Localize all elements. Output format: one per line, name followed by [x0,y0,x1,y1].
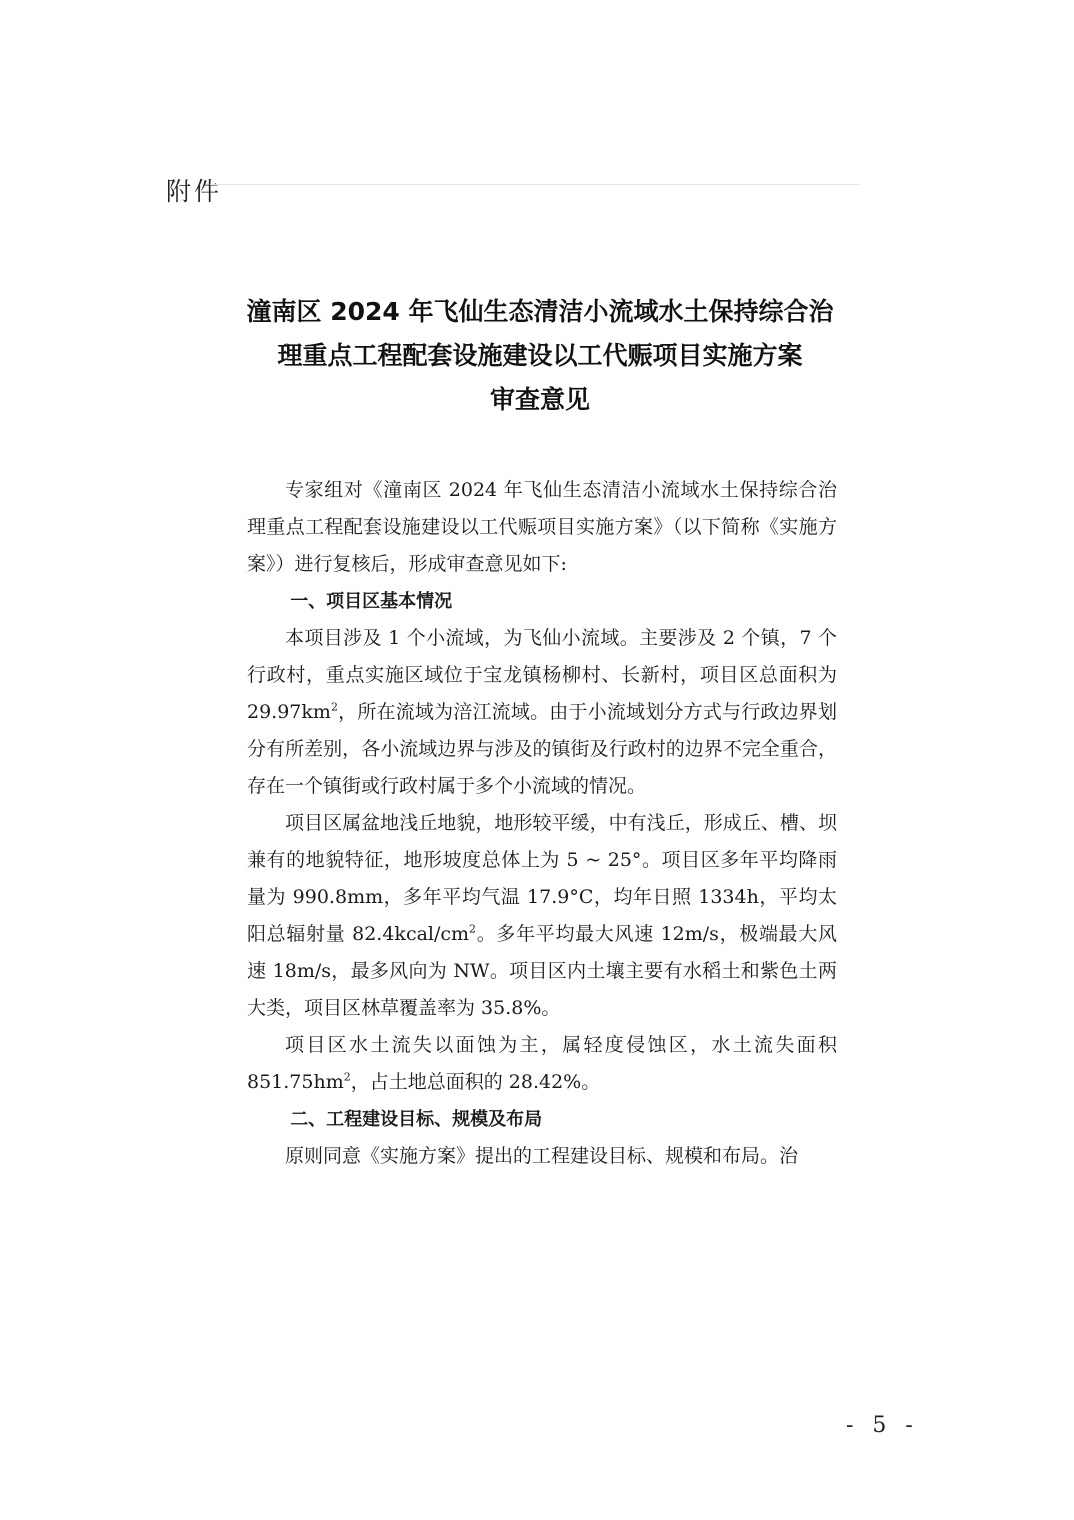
title-line-1: 潼南区 2024 年飞仙生态清洁小流域水土保持综合治 [246,297,834,326]
section1-paragraph-3 [247,1027,837,1101]
header-rule [210,184,860,185]
section2-paragraph-1: 原则同意《实施方案》提出的工程建设目标、规模和布局。治 [285,1145,799,1167]
section1-p2-text-b: 。多年平均最大风速 12m/s，极端最大风速 18m/s，最多风向为 NW。项目区内土壤主要有水稻土和紫色土两大类，项目区林草覆盖率为 35.8%。 [247,923,837,1019]
section-heading-2: 二、工程建设目标、规模及布局 [290,1109,543,1130]
title-line-2: 理重点工程配套设施建设以工代赈项目实施方案 [277,341,803,370]
superscript: 2 [343,1070,351,1084]
section-heading-1: 一、项目区基本情况 [290,591,453,612]
section1-p3-text-a: 项目区水土流失以面蚀为主，属轻度侵蚀区，水土流失面积 851.75hm [247,1034,837,1093]
document-title [200,290,880,422]
attachment-label: 附件 [166,177,223,206]
section1-paragraph-2 [247,805,837,1027]
intro-paragraph: 专家组对《潼南区 2024 年飞仙生态清洁小流域水土保持综合治理重点工程配套设施建设以工代赈项目实施方案》（以下简称《实施方案》）进行复核后，形成审查意见如下: [247,479,837,575]
section1-p1-text-b: ，所在流域为涪江流域。由于小流域划分方式与行政边界划分有所差别，各小流域边界与涉及的镇街及行政村的边界不完全重合，存在一个镇街或行政村属于多个小流域的情况。 [247,701,837,797]
page-number: - 5 - [846,1413,919,1438]
section1-p3-text-b: ，占土地总面积的 28.42%。 [350,1071,601,1093]
superscript: 2 [330,700,338,714]
section1-p1-text-a: 本项目涉及 1 个小流域，为飞仙小流域。主要涉及 2 个镇，7 个行政村，重点实施区域位于宝龙镇杨柳村、长新村，项目区总面积为 29.97km [247,627,837,723]
title-line-3: 审查意见 [489,385,590,414]
section1-paragraph-1 [247,620,837,805]
superscript: 2 [469,922,477,936]
document-body [247,472,837,1175]
section1-p2-text-a: 项目区属盆地浅丘地貌，地形较平缓，中有浅丘，形成丘、槽、坝兼有的地貌特征，地形坡度总体上为 5 ~ 25°。项目区多年平均降雨量为 990.8mm，多年平均气温 17.9°C，均年日照 1334h，平均太阳总辐射量 82.4kcal/cm [247,812,837,945]
